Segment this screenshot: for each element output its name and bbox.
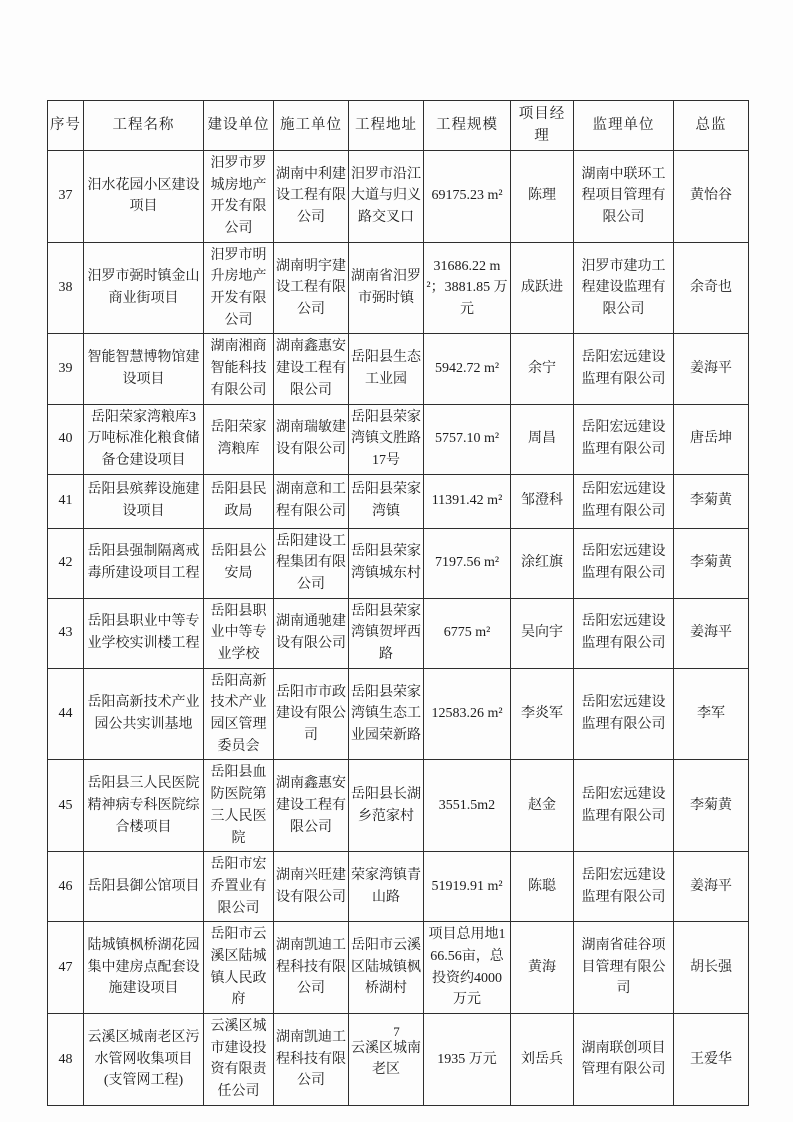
table-cell: 湖南中联环工程项目管理有限公司 <box>574 150 674 242</box>
table-cell: 岳阳县血防医院第三人民医院 <box>204 760 274 852</box>
table-cell: 湖南省硅谷项目管理有限公司 <box>574 922 674 1014</box>
row-number-cell: 38 <box>48 242 84 334</box>
row-number-cell: 47 <box>48 922 84 1014</box>
table-cell: 王爱华 <box>674 1014 749 1106</box>
table-cell: 智能智慧博物馆建设项目 <box>84 334 204 404</box>
table-cell: 岳阳县民政局 <box>204 474 274 528</box>
row-number-cell: 44 <box>48 668 84 760</box>
table-cell: 岳阳县荣家湾镇城东村 <box>349 528 424 598</box>
table-cell: 湖南通驰建设有限公司 <box>274 598 349 668</box>
table-row <box>48 668 749 760</box>
table-cell: 6775 m² <box>424 598 511 668</box>
table-cell: 7197.56 m² <box>424 528 511 598</box>
table-cell: 1935 万元 <box>424 1014 511 1106</box>
row-number-cell: 48 <box>48 1014 84 1106</box>
row-number-cell: 41 <box>48 474 84 528</box>
header-row <box>48 101 749 151</box>
table-row <box>48 922 749 1014</box>
table-cell: 岳阳荣家湾粮库 <box>204 404 274 474</box>
column-header: 监理单位 <box>574 101 674 151</box>
table-cell: 湖南联创项目管理有限公司 <box>574 1014 674 1106</box>
table-cell: 云溪区城南老区 <box>349 1014 424 1106</box>
table-cell: 湖南鑫惠安建设工程有限公司 <box>274 760 349 852</box>
column-header: 总监 <box>674 101 749 151</box>
table-cell: 5757.10 m² <box>424 404 511 474</box>
column-header: 序号 <box>48 101 84 151</box>
table-cell: 51919.91 m² <box>424 852 511 922</box>
table-row <box>48 404 749 474</box>
table-cell: 汨罗市沿江大道与归义路交叉口 <box>349 150 424 242</box>
table-cell: 唐岳坤 <box>674 404 749 474</box>
table-cell: 岳阳县荣家湾镇贺坪西路 <box>349 598 424 668</box>
table-cell: 李炎军 <box>511 668 574 760</box>
column-header: 项目经理 <box>511 101 574 151</box>
table-row <box>48 598 749 668</box>
column-header: 工程名称 <box>84 101 204 151</box>
table-cell: 69175.23 m² <box>424 150 511 242</box>
table-cell: 岳阳市云溪区陆城镇枫桥湖村 <box>349 922 424 1014</box>
table-cell: 涂红旗 <box>511 528 574 598</box>
table-row <box>48 150 749 242</box>
table-row <box>48 852 749 922</box>
column-header: 建设单位 <box>204 101 274 151</box>
table-cell: 岳阳县三人民医院精神病专科医院综合楼项目 <box>84 760 204 852</box>
table-row <box>48 760 749 852</box>
row-number-cell: 40 <box>48 404 84 474</box>
table-cell: 岳阳宏远建设监理有限公司 <box>574 528 674 598</box>
table-cell: 成跃进 <box>511 242 574 334</box>
table-body <box>48 150 749 1105</box>
table-cell: 陈理 <box>511 150 574 242</box>
table-cell: 荣家湾镇青山路 <box>349 852 424 922</box>
row-number-cell: 45 <box>48 760 84 852</box>
table-cell: 黄海 <box>511 922 574 1014</box>
table-cell: 邹澄科 <box>511 474 574 528</box>
table-cell: 11391.42 m² <box>424 474 511 528</box>
table-cell: 岳阳县荣家湾镇 <box>349 474 424 528</box>
table-cell: 周昌 <box>511 404 574 474</box>
table-cell: 湖南凯迪工程科技有限公司 <box>274 922 349 1014</box>
table-cell: 湖南兴旺建设有限公司 <box>274 852 349 922</box>
table-cell: 岳阳宏远建设监理有限公司 <box>574 598 674 668</box>
table-cell: 岳阳市宏乔置业有限公司 <box>204 852 274 922</box>
table-cell: 岳阳县荣家湾镇生态工业园荣新路 <box>349 668 424 760</box>
table-cell: 云溪区城市建设投资有限责任公司 <box>204 1014 274 1106</box>
table-cell: 汨罗市建功工程建设监理有限公司 <box>574 242 674 334</box>
table-cell: 岳阳县公安局 <box>204 528 274 598</box>
table-cell: 岳阳市云溪区陆城镇人民政府 <box>204 922 274 1014</box>
table-cell: 岳阳宏远建设监理有限公司 <box>574 404 674 474</box>
table-cell: 姜海平 <box>674 598 749 668</box>
table-cell: 3551.5m2 <box>424 760 511 852</box>
table-cell: 汨水花园小区建设项目 <box>84 150 204 242</box>
table-cell: 云溪区城南老区污水管网收集项目(支管网工程) <box>84 1014 204 1106</box>
table-cell: 岳阳宏远建设监理有限公司 <box>574 760 674 852</box>
table-cell: 李菊黄 <box>674 528 749 598</box>
table-cell: 姜海平 <box>674 334 749 404</box>
table-cell: 岳阳宏远建设监理有限公司 <box>574 852 674 922</box>
table-cell: 姜海平 <box>674 852 749 922</box>
column-header: 施工单位 <box>274 101 349 151</box>
table-cell: 岳阳市市政建设有限公司 <box>274 668 349 760</box>
table-cell: 陆城镇枫桥湖花园集中建房点配套设施建设项目 <box>84 922 204 1014</box>
table-row <box>48 334 749 404</box>
row-number-cell: 42 <box>48 528 84 598</box>
table-cell: 李菊黄 <box>674 760 749 852</box>
table-cell: 12583.26 m² <box>424 668 511 760</box>
table-cell: 湖南鑫惠安建设工程有限公司 <box>274 334 349 404</box>
table-cell: 岳阳县强制隔离戒毒所建设项目工程 <box>84 528 204 598</box>
table-cell: 岳阳县长湖乡范家村 <box>349 760 424 852</box>
table-cell: 31686.22 m²；3881.85 万元 <box>424 242 511 334</box>
column-header: 工程规模 <box>424 101 511 151</box>
table-cell: 岳阳宏远建设监理有限公司 <box>574 668 674 760</box>
table-cell: 5942.72 m² <box>424 334 511 404</box>
table-cell: 李菊黄 <box>674 474 749 528</box>
table-cell: 湖南明宇建设工程有限公司 <box>274 242 349 334</box>
table-cell: 湖南瑞敏建设有限公司 <box>274 404 349 474</box>
row-number-cell: 46 <box>48 852 84 922</box>
table-cell: 湖南中利建设工程有限公司 <box>274 150 349 242</box>
table-cell: 汨罗市明升房地产开发有限公司 <box>204 242 274 334</box>
table-cell: 汨罗市罗城房地产开发有限公司 <box>204 150 274 242</box>
page-number: 7 <box>393 1024 400 1039</box>
table-cell: 岳阳县御公馆项目 <box>84 852 204 922</box>
table-cell: 岳阳县职业中等专业学校 <box>204 598 274 668</box>
table-cell: 余宁 <box>511 334 574 404</box>
table-cell: 湖南省汨罗市弼时镇 <box>349 242 424 334</box>
table-cell: 余奇也 <box>674 242 749 334</box>
table-cell: 湖南湘商智能科技有限公司 <box>204 334 274 404</box>
table-cell: 湖南意和工程有限公司 <box>274 474 349 528</box>
row-number-cell: 37 <box>48 150 84 242</box>
table-cell: 项目总用地166.56亩，总投资约4000万元 <box>424 922 511 1014</box>
table-cell: 岳阳建设工程集团有限公司 <box>274 528 349 598</box>
table-cell: 汨罗市弼时镇金山商业街项目 <box>84 242 204 334</box>
row-number-cell: 43 <box>48 598 84 668</box>
table-cell: 岳阳县生态工业园 <box>349 334 424 404</box>
table-cell: 岳阳高新技术产业园区管理委员会 <box>204 668 274 760</box>
table-cell: 陈聪 <box>511 852 574 922</box>
projects-table <box>47 100 749 1106</box>
table-cell: 李军 <box>674 668 749 760</box>
row-number-cell: 39 <box>48 334 84 404</box>
table-cell: 刘岳兵 <box>511 1014 574 1106</box>
table-cell: 岳阳宏远建设监理有限公司 <box>574 334 674 404</box>
table-cell: 岳阳县殡葬设施建设项目 <box>84 474 204 528</box>
table-cell: 赵金 <box>511 760 574 852</box>
column-header: 工程地址 <box>349 101 424 151</box>
table-cell: 岳阳荣家湾粮库3万吨标准化粮食储备仓建设项目 <box>84 404 204 474</box>
table-cell: 岳阳高新技术产业园公共实训基地 <box>84 668 204 760</box>
table-cell: 吴向宇 <box>511 598 574 668</box>
table-row <box>48 474 749 528</box>
table-cell: 岳阳宏远建设监理有限公司 <box>574 474 674 528</box>
table-row <box>48 242 749 334</box>
table-row <box>48 528 749 598</box>
table-cell: 岳阳县职业中等专业学校实训楼工程 <box>84 598 204 668</box>
table-cell: 黄怡谷 <box>674 150 749 242</box>
table-cell: 湖南凯迪工程科技有限公司 <box>274 1014 349 1106</box>
table-cell: 岳阳县荣家湾镇文胜路17号 <box>349 404 424 474</box>
table-cell: 胡长强 <box>674 922 749 1014</box>
